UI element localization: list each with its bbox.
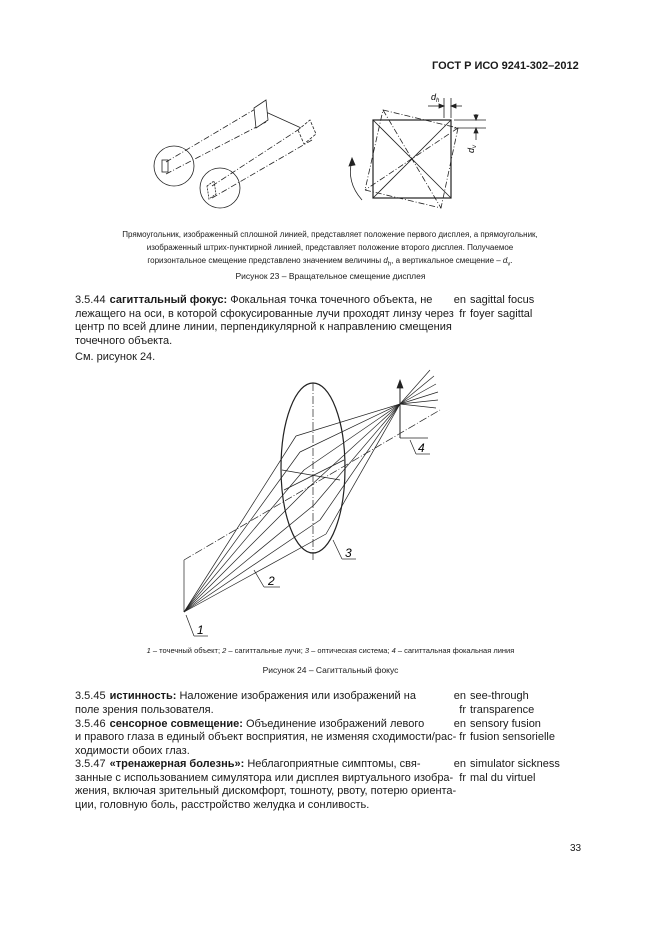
- term-3-5-45-definition: 3.5.45 истинность: Наложение изображения или изображений на: [75, 690, 416, 702]
- label-dv: $d_v$: [466, 144, 478, 153]
- document-header: ГОСТ Р ИСО 9241-302–2012: [432, 60, 579, 72]
- term-3-5-45-translations: en see-through fr transparence: [453, 690, 535, 716]
- term-3-5-44-translations: en sagittal focus fr foyer sagittal: [453, 294, 535, 320]
- callout-3: 3: [345, 546, 352, 560]
- figure-23-caption-line-3: горизонтальное смещение представлено значением величины $d_h$, а вертикальное смещение – $d_v$.: [147, 256, 513, 268]
- callout-4: 4: [418, 441, 425, 455]
- term-3-5-44-definition: 3.5.44 сагиттальный фокус: Фокальная точка точечного объекта, не: [75, 294, 433, 306]
- callout-2: 2: [268, 574, 275, 588]
- figure-24-caption: 1 – точечный объект; 2 – сагиттальные лучи; 3 – оптическая система; 4 – сагиттальная фокальная линия: [146, 646, 515, 655]
- label-dh: $d_h$: [431, 92, 440, 104]
- figure-23-caption-line-1: Прямоугольник, изображенный сплошной линией, представляет положение первого дисплея, а прямоугольник,: [122, 230, 538, 239]
- term-3-5-47-translations: en simulator sickness fr mal du virtuel: [453, 758, 560, 784]
- page-number: 33: [570, 843, 582, 854]
- term-3-5-47-definition: 3.5.47 «тренажерная болезнь»: Неблагоприятные симптомы, свя-: [75, 758, 421, 770]
- term-number: 3.5.44: [75, 294, 106, 306]
- callout-1: 1: [197, 623, 204, 637]
- term-title: сагиттальный фокус:: [109, 294, 228, 306]
- term-3-5-46-translations: en sensory fusion fr fusion sensorielle: [453, 717, 555, 743]
- figure-23-title: Рисунок 23 – Вращательное смещение дисплея: [235, 271, 426, 281]
- figure-24-title: Рисунок 24 – Сагиттальный фокус: [262, 665, 399, 675]
- figure-23-caption-line-2: изображенный штрих-пунктирной линией, представляет положение второго дисплея. Получаемое: [146, 243, 514, 252]
- term-3-5-46-definition: 3.5.46 сенсорное совмещение: Объединение изображений левого: [75, 717, 425, 730]
- see-figure-24: См. рисунок 24.: [75, 351, 156, 363]
